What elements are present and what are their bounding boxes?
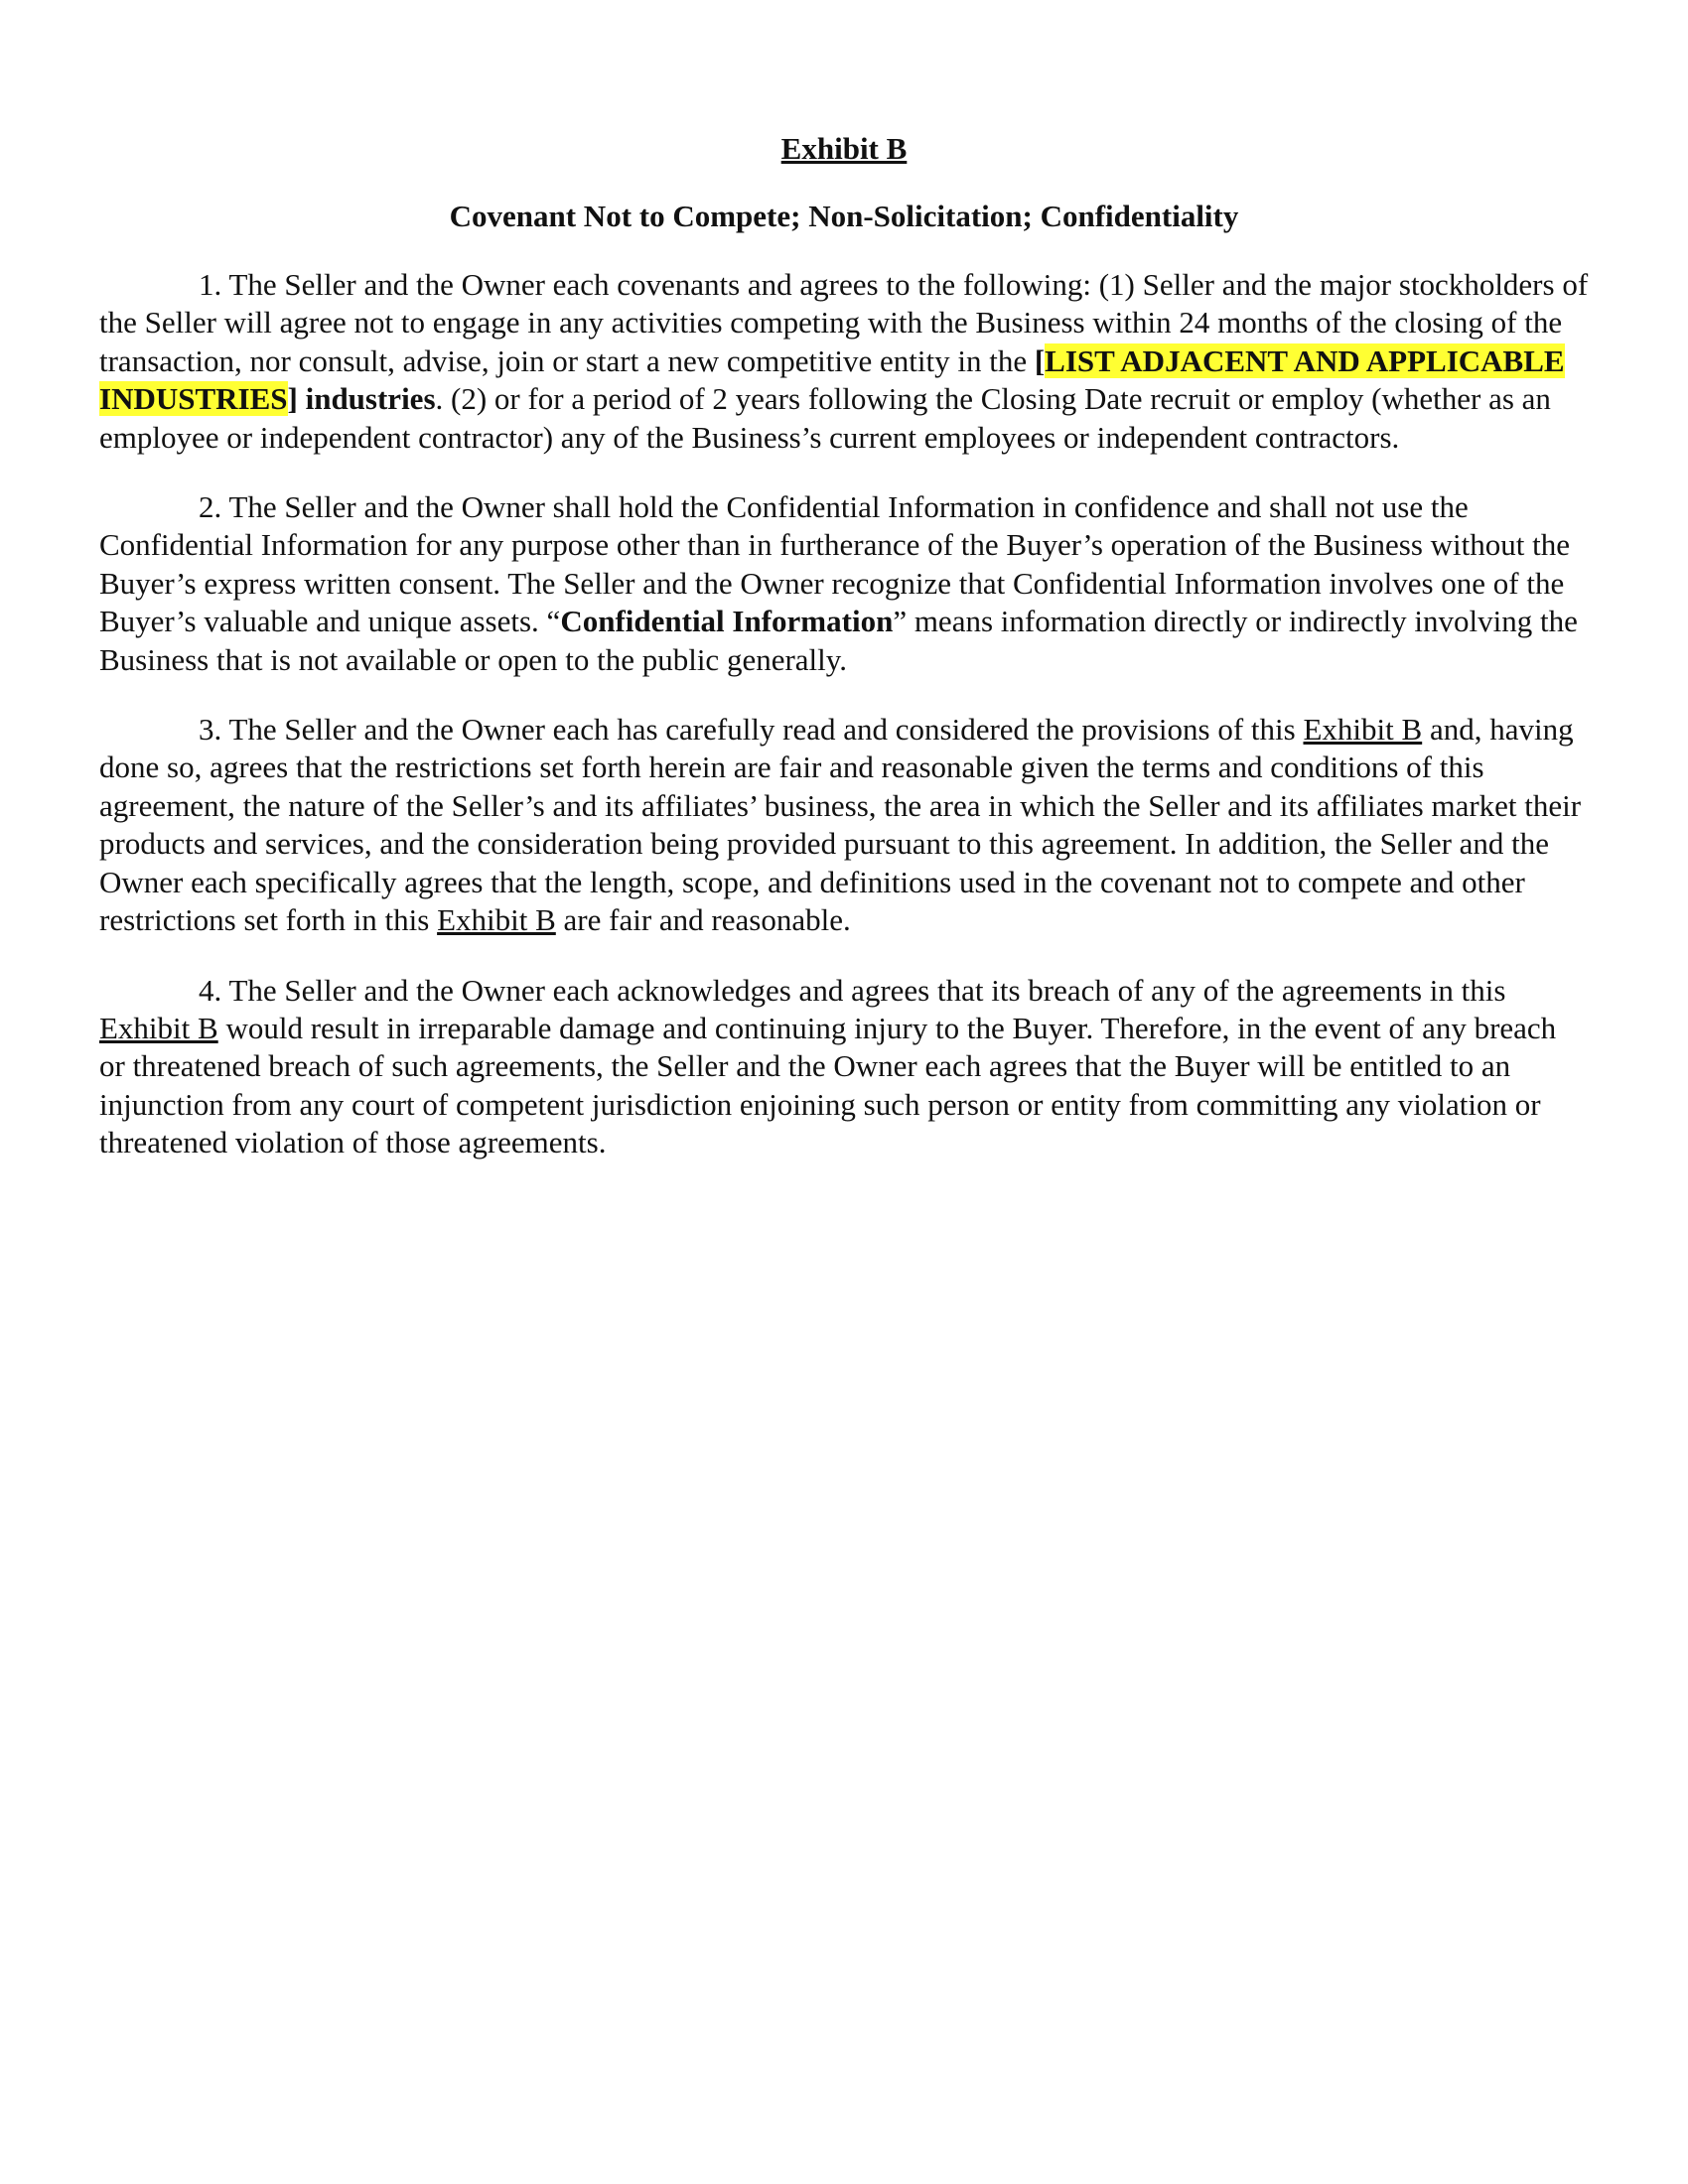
paragraph-1-text-b: . (2) or for a period of 2 years following the Closing Date recruit or employ (whether as an employee or independent contractor) any of the Business’s current employees or independent contractors.: [99, 381, 1551, 455]
paragraph-3-text-b: and, having done so, agrees that the restrictions set forth herein are fair and reasonable given the terms and conditions of this agreement, the nature of the Seller’s and its affiliates’ business, the area in which the Seller and its affiliates market their products and services, and the consideration being provided pursuant to this agreement. In addition, the Seller and the Owner each specifically agrees that the length, scope, and definitions used in the covenant not to compete and other restrictions set forth in this: [99, 712, 1582, 938]
exhibit-title: Exhibit B: [780, 131, 908, 166]
exhibit-b-reference: Exhibit B: [437, 902, 556, 938]
bracket-open: [: [1034, 342, 1046, 378]
paragraph-4: [99, 972, 1589, 1162]
exhibit-b-reference: Exhibit B: [99, 1010, 218, 1045]
paragraph-4-text-a: 4. The Seller and the Owner each acknowledges and agrees that its breach of any of the agreements in this: [199, 972, 1506, 1008]
paragraph-2-text-b: ” means information directly or indirectly involving the Business that is not available or open to the public generally.: [99, 604, 1578, 677]
paragraph-2: [99, 488, 1589, 679]
paragraph-1: [99, 266, 1589, 457]
industries-placeholder: LIST ADJACENT AND APPLICABLE INDUSTRIES: [99, 342, 1565, 417]
paragraph-3: [99, 711, 1589, 939]
exhibit-b-reference: Exhibit B: [1303, 712, 1423, 748]
paragraph-1-text-a: 1. The Seller and the Owner each covenants and agrees to the following: (1) Seller and the major stockholders of the Seller will agree not to engage in any activities competing with the Business within 24 months of the closing of the transaction, nor consult, advise, join or start a new competitive entity in the: [99, 267, 1589, 378]
paragraph-3-text-a: 3. The Seller and the Owner each has carefully read and considered the provisions of this: [199, 712, 1304, 748]
paragraph-3-text-c: are fair and reasonable.: [555, 902, 851, 938]
industries-term: ] industries: [287, 381, 436, 417]
paragraph-2-text-a: 2. The Seller and the Owner shall hold the Confidential Information in confidence and shall not use the Confidential Information for any purpose other than in furtherance of the Buyer’s operation of the Business without the Buyer’s express written consent. The Seller and the Owner recognize that Confidential Information involves one of the Buyer’s valuable and unique assets. “: [99, 489, 1571, 639]
paragraph-4-text-b: would result in irreparable damage and continuing injury to the Buyer. Therefore, in the event of any breach or threatened breach of such agreements, the Seller and the Owner each agrees that the Buyer will be entitled to an injunction from any court of competent jurisdiction enjoining such person or entity from committing any violation or threatened violation of those agreements.: [99, 1010, 1557, 1160]
document-page: [99, 129, 1589, 1194]
confidential-information-term: Confidential Information: [560, 604, 894, 639]
exhibit-subtitle: Covenant Not to Compete; Non-Solicitation; Confidentiality: [449, 199, 1239, 233]
